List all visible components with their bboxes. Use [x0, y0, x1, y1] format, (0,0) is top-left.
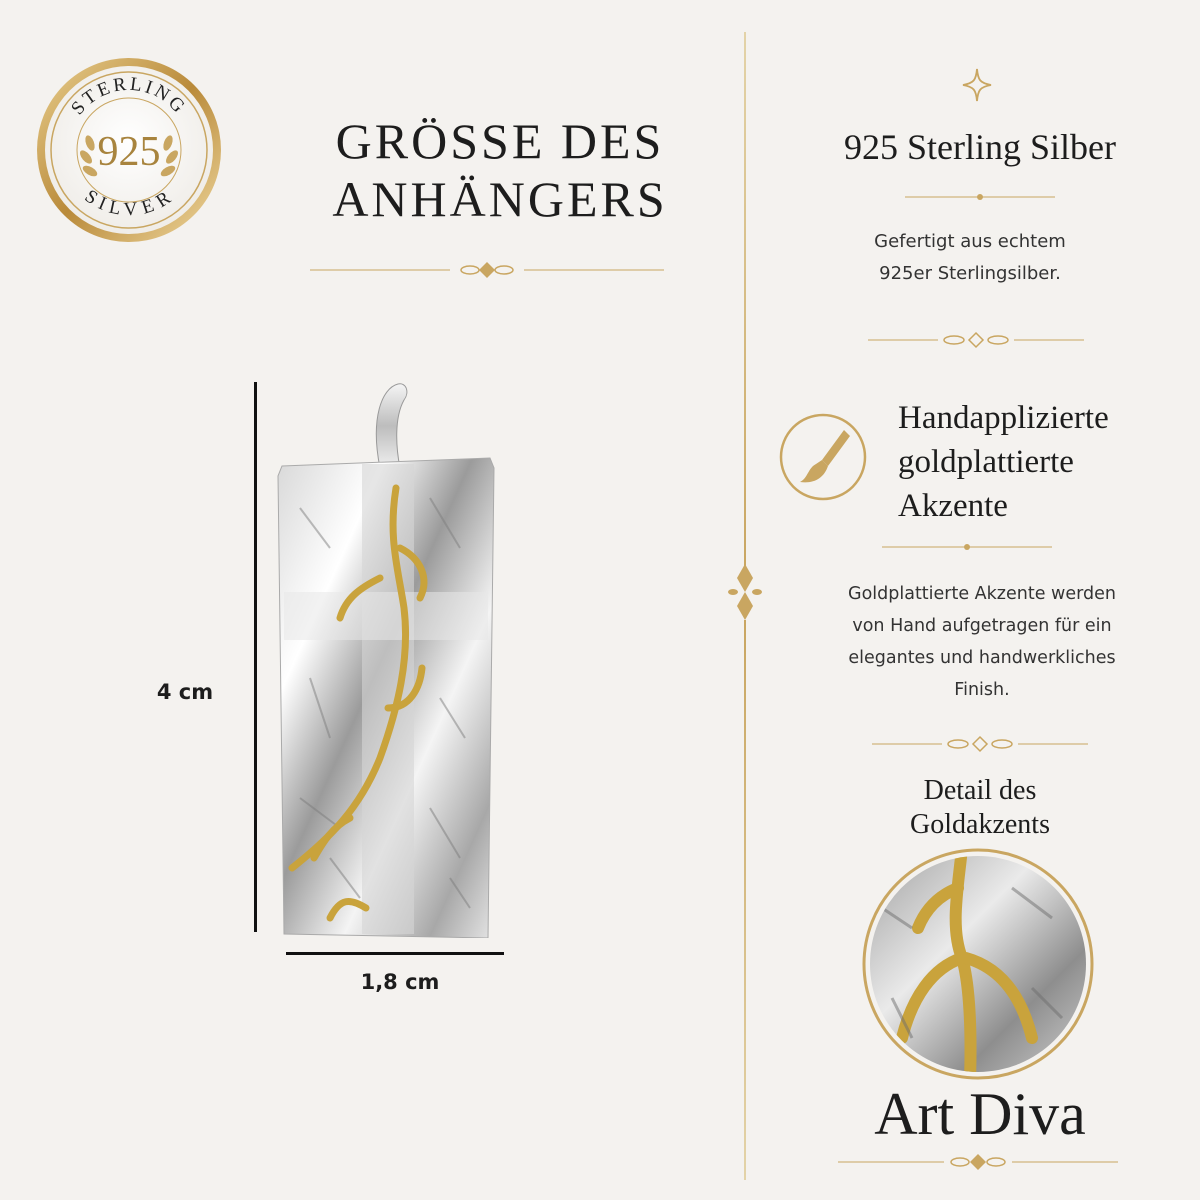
vertical-ornament-icon	[727, 562, 763, 622]
material-text-line1: Gefertigt aus echtem	[874, 231, 1066, 252]
accents-title-line2: goldplattierte	[898, 444, 1074, 480]
detail-title-line1: Detail des	[923, 775, 1037, 806]
accents-text-line4: Finish.	[954, 680, 1010, 700]
width-label: 1,8 cm	[360, 970, 440, 994]
pendant-image	[270, 378, 500, 938]
material-text-line2: 925er Sterlingsilber.	[879, 263, 1061, 284]
material-description	[800, 226, 1140, 290]
material-title: 925 Sterling Silber	[844, 127, 1116, 167]
title-underline	[882, 540, 1052, 554]
height-label: 4 cm	[156, 680, 214, 704]
vertical-divider	[744, 32, 746, 572]
size-title-line1: GRÖSSE DES	[335, 113, 665, 169]
width-dimension-line	[286, 952, 504, 955]
seal-top-text: STERLING	[67, 73, 191, 119]
paintbrush-icon	[778, 412, 868, 502]
title-underline	[905, 190, 1055, 204]
size-title	[300, 112, 700, 228]
size-title-line2: ANHÄNGERS	[332, 171, 668, 227]
ornament-divider	[868, 330, 1084, 350]
sterling-silver-seal	[34, 55, 224, 245]
ornament-divider	[872, 734, 1088, 754]
accents-text-line2: von Hand aufgetragen für ein	[852, 616, 1112, 636]
detail-title	[830, 774, 1130, 842]
vertical-divider-lower	[744, 620, 746, 1180]
accents-text-line3: elegantes und handwerkliches	[848, 648, 1116, 668]
accents-title	[898, 396, 1158, 528]
ornament-divider	[838, 1150, 1118, 1174]
accents-description	[800, 578, 1164, 706]
accents-title-line3: Akzente	[898, 488, 1008, 524]
gold-accent-detail-image	[862, 848, 1094, 1080]
detail-title-line2: Goldakzents	[910, 809, 1050, 840]
sparkle-icon	[962, 68, 992, 102]
ornament-divider	[310, 258, 664, 282]
seal-number: 925	[97, 129, 161, 175]
accents-title-line1: Handapplizierte	[898, 400, 1109, 436]
seal-bottom-text: SILVER	[80, 185, 178, 221]
brand-logo: Art Diva	[874, 1081, 1086, 1147]
height-dimension-line	[254, 382, 257, 932]
accents-text-line1: Goldplattierte Akzente werden	[848, 584, 1116, 604]
